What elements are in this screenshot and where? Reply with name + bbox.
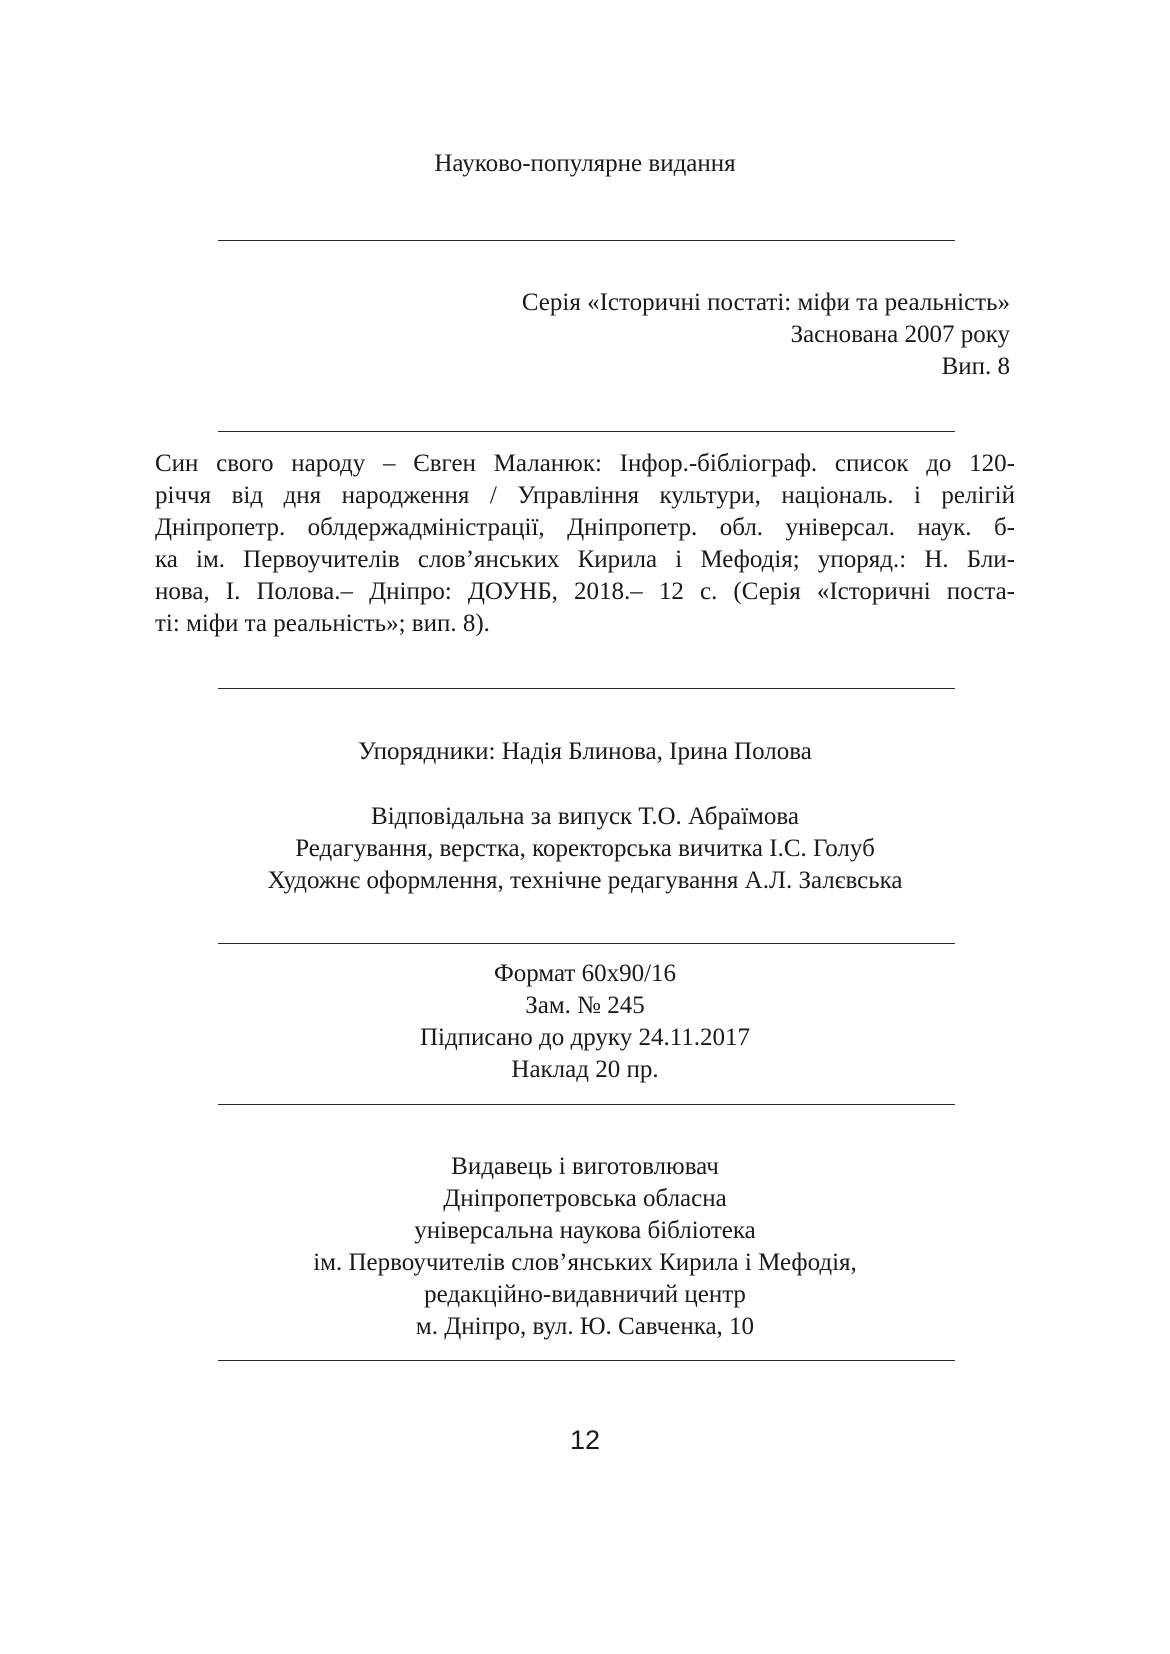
divider-rule: [218, 240, 955, 241]
divider-rule: [218, 688, 955, 689]
bib-line: нова, І. Полова.– Дніпро: ДОУНБ, 2018.– 12 с. (Серія «Історичні поста-: [155, 578, 1015, 605]
publisher-address: м. Дніпро, вул. Ю. Савченка, 10: [415, 1313, 755, 1340]
page-number: 12: [569, 1425, 601, 1455]
bib-line: Дніпропетр. облдержадміністрації, Дніпропетр. обл. універсал. наук. б-: [155, 514, 1015, 541]
divider-rule: [218, 943, 955, 944]
print-run: Наклад 20 пр.: [511, 1056, 659, 1083]
print-format: Формат 60х90/16: [493, 960, 677, 987]
bib-line: Син свого народу – Євген Маланюк: Інфор.-бібліограф. список до 120-: [155, 450, 1015, 477]
print-order: Зам. № 245: [525, 992, 645, 1019]
series-title: Серія «Історичні постаті: міфи та реальність»: [521, 289, 1010, 316]
layout-editor: Редагування, верстка, коректорська вичитка І.С. Голуб: [295, 835, 875, 862]
divider-rule: [218, 1104, 955, 1105]
bib-line: ті: міфи та реальність»; вип. 8).: [155, 610, 490, 637]
design-editor: Художнє оформлення, технічне редагування А.Л. Залєвська: [267, 867, 903, 894]
edition-type: Науково-популярне видання: [434, 150, 736, 177]
divider-rule: [218, 1360, 955, 1361]
publisher-line: ім. Первоучителів слов’янських Кирила і Мефодія,: [313, 1249, 857, 1276]
series-founded: Заснована 2007 року: [790, 321, 1010, 348]
publisher-line: універсальна наукова бібліотека: [414, 1217, 756, 1244]
responsible-editor: Відповідальна за випуск Т.О. Абраїмова: [371, 803, 799, 830]
divider-rule: [218, 431, 955, 432]
publisher-line: Дніпропетровська обласна: [443, 1185, 727, 1212]
bib-line: ка ім. Первоучителів слов’янських Кирила і Мефодія; упоряд.: Н. Бли-: [155, 546, 1015, 573]
print-signed: Підписано до друку 24.11.2017: [419, 1024, 751, 1051]
series-issue: Вип. 8: [941, 353, 1010, 380]
publisher-line: редакційно-видавничий центр: [424, 1281, 746, 1308]
bib-line: річчя від дня народження / Управління культури, національ. і релігій: [155, 482, 1015, 509]
compilers: Упорядники: Надія Блинова, Ірина Полова: [358, 738, 812, 765]
publisher-line: Видавець і виготовлювач: [451, 1153, 719, 1180]
